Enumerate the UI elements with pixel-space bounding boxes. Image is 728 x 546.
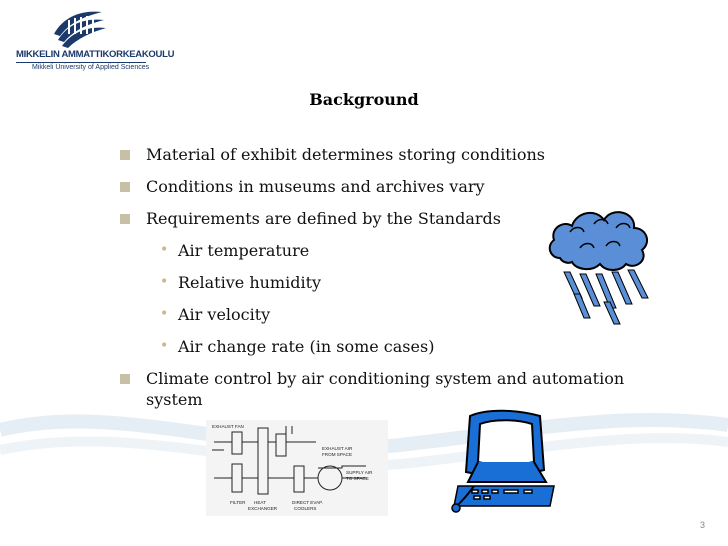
slide-title-text: Background xyxy=(309,90,419,109)
bullet-square-icon xyxy=(120,374,130,384)
bullet-square-icon xyxy=(120,182,130,192)
university-logo xyxy=(8,6,175,76)
bullet-text: Climate control by air conditioning system and automation system xyxy=(146,369,625,409)
sub-bullet-text: Air temperature xyxy=(178,241,310,260)
air-handling-diagram xyxy=(206,420,388,516)
desktop-computer-icon xyxy=(448,406,564,514)
sub-bullet-text: Relative humidity xyxy=(178,273,322,292)
sub-bullet-text: Air velocity xyxy=(178,305,271,324)
logo-name: MIKKELIN AMMATTIKORKEAKOULU xyxy=(16,49,175,60)
wave-logo-icon xyxy=(48,6,108,48)
bullet-square-icon xyxy=(120,150,130,160)
sub-bullet-item xyxy=(118,336,648,357)
label-to-space: TO SPACE xyxy=(346,476,369,481)
bullet-item xyxy=(118,368,626,410)
logo-subtitle: Mikkeli University of Applied Sciences xyxy=(32,64,150,71)
label-from-space: FROM SPACE xyxy=(322,452,353,457)
bullet-item xyxy=(118,176,648,197)
sub-bullet-dot-icon: • xyxy=(160,306,169,322)
label-supply-air: SUPPLY AIR xyxy=(346,470,373,475)
bullet-text: Requirements are defined by the Standards xyxy=(146,209,501,228)
bullet-square-icon xyxy=(120,214,130,224)
bullet-text: Material of exhibit determines storing conditions xyxy=(146,145,545,164)
sub-bullet-dot-icon: • xyxy=(160,338,169,354)
sub-bullet-dot-icon: • xyxy=(160,274,169,290)
bullet-item xyxy=(118,144,648,165)
sub-bullet-dot-icon: • xyxy=(160,242,169,258)
label-heat: HEAT xyxy=(254,500,266,505)
label-direct-evap: DIRECT EVAP. xyxy=(292,500,323,505)
slide-title xyxy=(0,90,728,109)
label-coolers: COOLERS xyxy=(294,506,317,511)
label-exhaust-fan: EXHAUST FAN xyxy=(212,424,244,429)
logo-divider xyxy=(16,62,146,63)
label-exhaust-air: EXHAUST AIR xyxy=(322,446,353,451)
page-number: 3 xyxy=(700,520,706,530)
label-exchanger: EXCHANGER xyxy=(248,506,278,511)
label-filter: FILTER xyxy=(230,500,246,505)
rain-cloud-icon xyxy=(540,198,658,326)
bullet-text: Conditions in museums and archives vary xyxy=(146,177,485,196)
sub-bullet-text: Air change rate (in some cases) xyxy=(178,337,435,356)
